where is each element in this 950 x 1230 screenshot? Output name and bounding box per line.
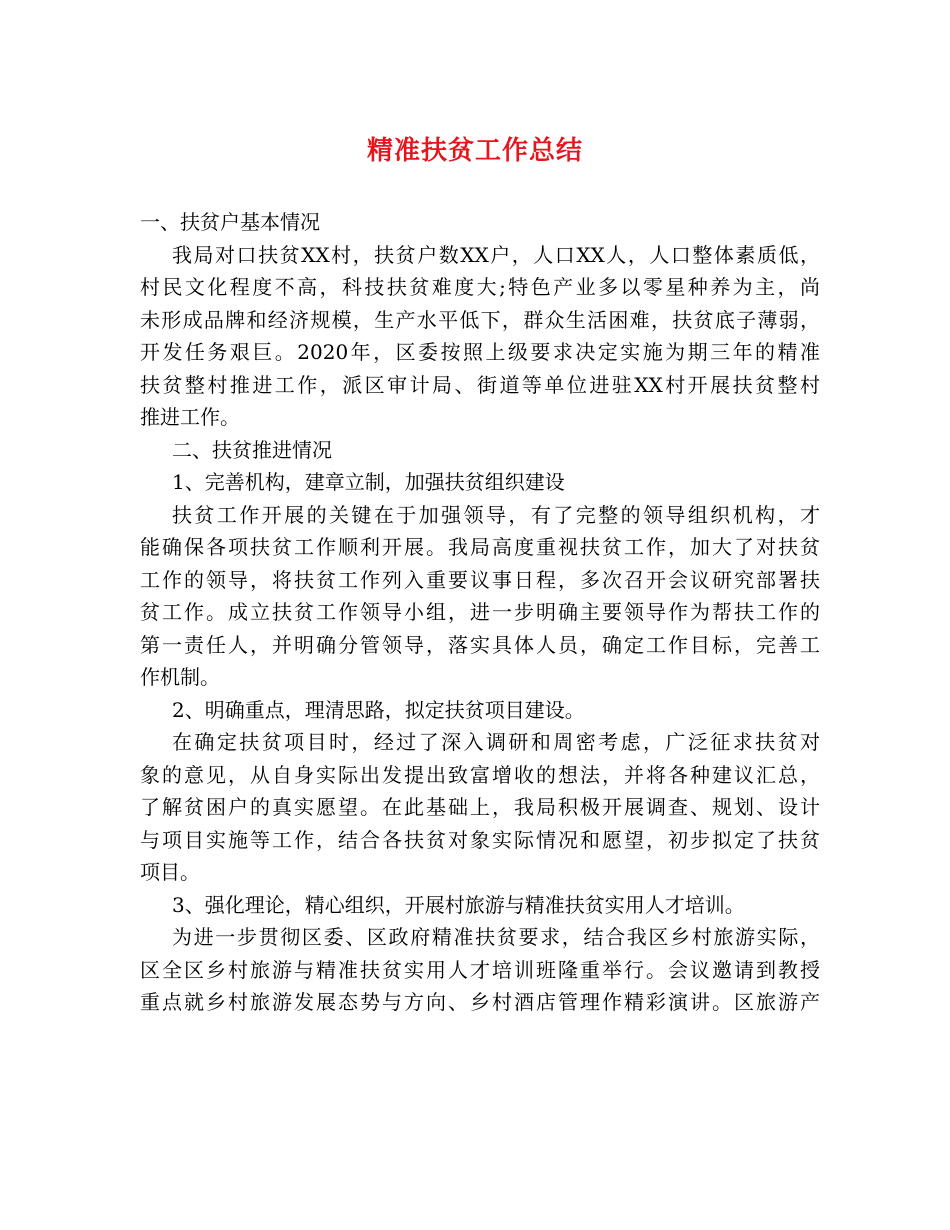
paragraph-line: 扶贫整村推进工作，派区审计局、街道等单位进驻XX村开展扶贫整村 xyxy=(140,372,820,397)
paragraph-line: 开发任务艰巨。2020年，区委按照上级要求决定实施为期三年的精准 xyxy=(140,340,820,364)
paragraph-line: 村民文化程度不高，科技扶贫难度大;特色产业多以零星种养为主，尚 xyxy=(140,275,820,299)
paragraph-line: 能确保各项扶贫工作顺利开展。我局高度重视扶贫工作，加大了对扶贫 xyxy=(140,535,820,559)
paragraph-line: 第一责任人，并明确分管领导，落实具体人员，确定工作目标，完善工 xyxy=(140,632,820,657)
item1-heading: 1、完善机构，建章立制，加强扶贫组织建设 xyxy=(172,470,565,494)
paragraph-line: 贫工作。成立扶贫工作领导小组，进一步明确主要领导作为帮扶工作的 xyxy=(140,600,820,624)
paragraph-line: 扶贫工作开展的关键在于加强领导，有了完整的领导组织机构，才 xyxy=(172,502,820,527)
paragraph-line: 为进一步贯彻区委、区政府精准扶贫要求，结合我区乡村旅游实际， xyxy=(172,925,820,949)
paragraph-line: 在确定扶贫项目时，经过了深入调研和周密考虑，广泛征求扶贫对 xyxy=(172,730,820,754)
item2-heading: 2、明确重点，理清思路，拟定扶贫项目建设。 xyxy=(172,697,585,722)
paragraph-line: 推进工作。 xyxy=(140,405,240,429)
paragraph-line: 作机制。 xyxy=(140,665,220,689)
paragraph-line: 了解贫困户的真实愿望。在此基础上，我局积极开展调查、规划、设计 xyxy=(140,795,820,819)
section2-heading: 二、扶贫推进情况 xyxy=(172,437,332,462)
paragraph-line: 未形成品牌和经济规模，生产水平低下，群众生活困难，扶贫底子薄弱， xyxy=(140,307,820,332)
paragraph-line: 与项目实施等工作，结合各扶贫对象实际情况和愿望，初步拟定了扶贫 xyxy=(140,827,820,852)
paragraph-line: 象的意见，从自身实际出发提出致富增收的想法，并将各种建议汇总， xyxy=(140,762,820,787)
paragraph-line: 我局对口扶贫XX村，扶贫户数XX户，人口XX人，人口整体素质低， xyxy=(172,242,820,267)
document-body xyxy=(140,206,820,1019)
paragraph-line: 重点就乡村旅游发展态势与方向、乡村酒店管理作精彩演讲。区旅游产 xyxy=(140,990,820,1014)
paragraph-line: 工作的领导，将扶贫工作列入重要议事日程，多次召开会议研究部署扶 xyxy=(140,567,820,592)
document-title: 精准扶贫工作总结 xyxy=(366,136,583,166)
paragraph-line: 区全区乡村旅游与精准扶贫实用人才培训班隆重举行。会议邀请到教授 xyxy=(140,957,820,982)
item3-heading: 3、强化理论，精心组织，开展村旅游与精准扶贫实用人才培训。 xyxy=(172,892,745,917)
paragraph-line: 项目。 xyxy=(140,860,200,884)
section1-heading: 一、扶贫户基本情况 xyxy=(140,210,320,234)
